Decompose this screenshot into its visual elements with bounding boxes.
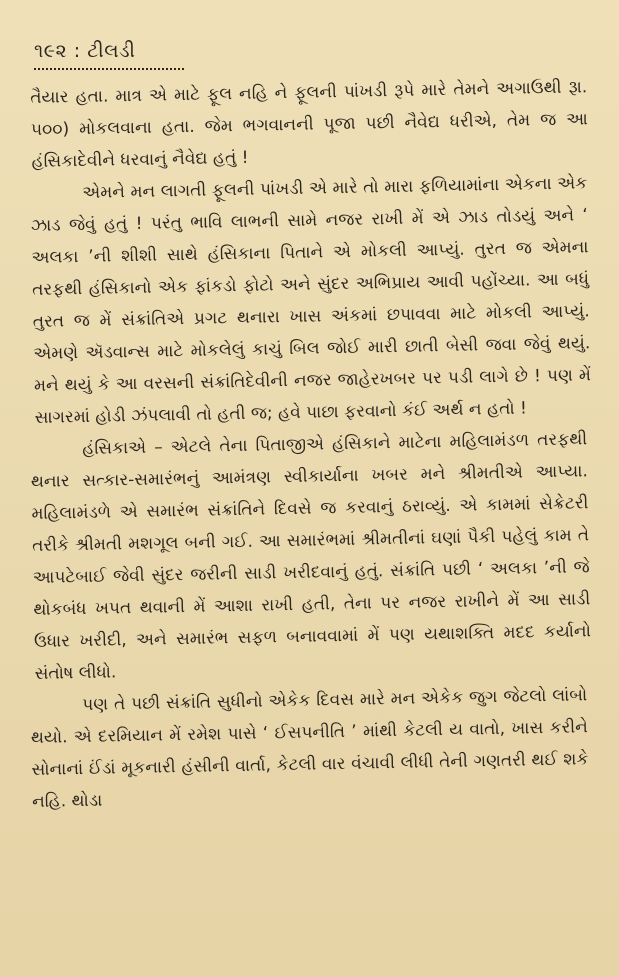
paragraph-2: એમને મન લાગતી ફૂલની પાંખડી એ મારે તો મારા ફળિયામાંના એકના એક ઝાડ જેવું હતું ! પરંતુ ભાવિ લાભની સામે નજર રાખી મેં એ ઝાડ તોડયું અને ‘ અલકા ’ની શીશી સાથે હંસિકાના પિતાને એ મોકલી આપ્યું. તુરત જ એમના તરફથી હંસિકાનો એક ફાંકડો ફોટો અને સુંદર અભિપ્રાય આવી પહોંચ્યા. આ બધું તુરત જ મેં સંક્રાંતિએ પ્રગટ થનારા ખાસ અંકમાં છપાવવા માટે મોકલી આપ્યું. એમણે ઍડવાન્સ માટે મોકલેલું કાચું બિલ જોઈ મારી છાતી બેસી જવા જેવું થયું. મને થયું કે આ વરસની સંક્રાંતિદેવીની નજર જાહેરખબર પર પડી લાગે છે ! પણ મેં સાગરમાં હોડી ઝંપલાવી તો હતી જ; હવે પાછા ફરવાનો કંઈ અર્થ ન હતો !: [30, 173, 592, 428]
page-number: ૧૯૨: [34, 40, 68, 62]
paragraph-3: હંસિકાએ – એટલે તેના પિતાજીએ હંસિકાને માટેના મહિલામંડળ તરફથી થનાર સત્કાર-સમારંભનું આમંત્રણ સ્વીકાર્યાના ખબર મને શ્રીમતીએ આપ્યા. મહિલામંડળે એ સમારંભ સંક્રાંતિને દિવસે જ કરવાનું ઠરાવ્યું. એ કામમાં સેક્રેટરી તરીકે શ્રીમતી મશગૂલ બની ગઈ. આ સમારંભમાં શ્રીમતીનાં ઘણાં પૈકી પહેલું કામ તે આપટેબાઈ જેવી સુંદર જરીની સાડી ખરીદવાનું હતું. સંક્રાંતિ પછી ‘ અલકા ’ની જે થોકબંધ ખપત થવાની મેં આશા રાખી હતી, તેના પર નજર રાખીને મેં આ સાડી ઉધાર ખરીદી, અને સમારંભ સફળ બનાવવામાં મેં પણ યથાશક્તિ મદદ કર્યાનો સંતોષ લીધો.: [30, 429, 592, 684]
header-wavy-rule: [34, 66, 184, 70]
running-header: [34, 38, 587, 64]
header-separator: :: [73, 40, 81, 62]
running-title: ટીલડી: [87, 40, 136, 62]
paragraph-1: તૈયાર હતા. માત્ર એ માટે ફૂલ નહિ ને ફૂલની પાંખડી રૂપે મારે તેમને અગાઉથી રૂા. ૫૦૦) મોકલવાના હતા. જેમ ભગવાનની પૂજા પછી નૈવેદ્ય ધરીએ, તેમ જ આ હંસિકાદેવીને ધરવાનું નૈવેદ્ય હતું !: [30, 77, 589, 172]
paragraph-4: પણ તે પછી સંક્રાંતિ સુધીનો એકેક દિવસ મારે મન એકેક જુગ જેટલો લાંબો થયો. એ દરમિયાન મેં રમેશ પાસે ‘ ઈસપનીતિ ’ માંથી કેટલી ય વાતો, ખાસ કરીને સોનાનાં ઈંડાં મૂકનારી હંસીની વાર્તા, કેટલી વાર વંચાવી લીધી તેની ગણતરી થઈ શકે નહિ. થોડા: [30, 685, 589, 812]
